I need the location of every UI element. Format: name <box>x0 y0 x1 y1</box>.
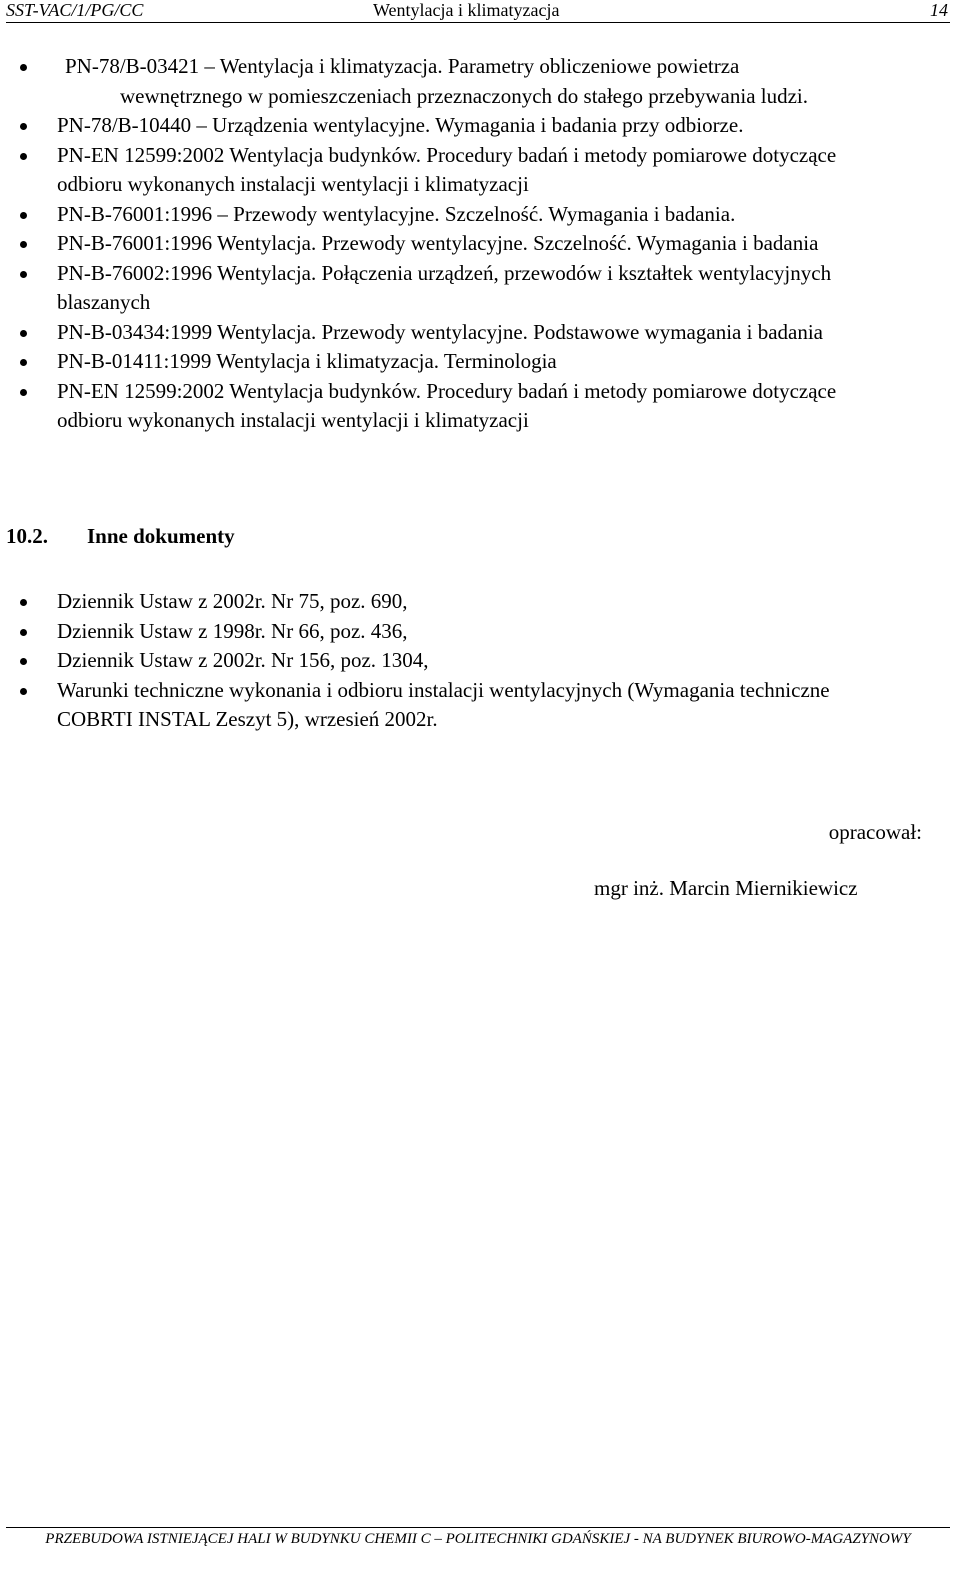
list-item <box>0 318 887 348</box>
list-item-text: Dziennik Ustaw z 2002r. Nr 156, poz. 1304, <box>57 648 429 672</box>
document-code: SST-VAC/1/PG/CC <box>6 0 144 20</box>
bullet-icon <box>20 153 27 160</box>
list-item-text: PN-B-76002:1996 Wentylacja. Połączenia urządzeń, przewodów i kształtek wentylacyjnych blaszanych <box>57 260 832 314</box>
section-number: 10.2. <box>6 524 48 548</box>
list-item <box>0 111 887 141</box>
list-item <box>0 587 887 617</box>
document-title: Wentylacja i klimatyzacja <box>373 0 560 20</box>
bullet-icon <box>20 629 27 636</box>
list-item-text: Dziennik Ustaw z 2002r. Nr 75, poz. 690, <box>57 589 408 613</box>
standards-list <box>0 52 895 436</box>
list-item <box>0 646 887 676</box>
list-item <box>0 229 887 259</box>
list-item <box>0 617 887 647</box>
list-item <box>0 52 895 111</box>
bullet-icon <box>20 330 27 337</box>
author-role: opracował: <box>828 820 922 844</box>
page-header <box>6 0 950 23</box>
list-item <box>0 347 887 377</box>
bullet-icon <box>20 212 27 219</box>
list-item-text-line2: wewnętrznego w pomieszczeniach przeznaczonych do stałego przebywania ludzi. <box>120 83 809 108</box>
list-item <box>0 200 887 230</box>
list-item-text-line1: PN-78/B-03421 – Wentylacja i klimatyzacja. Parametry obliczeniowe powietrza <box>65 54 740 78</box>
list-item-text: PN-78/B-10440 – Urządzenia wentylacyjne. Wymagania i badania przy odbiorze. <box>57 113 744 137</box>
list-item-text: PN-B-76001:1996 Wentylacja. Przewody wentylacyjne. Szczelność. Wymagania i badania <box>57 231 819 255</box>
bullet-icon <box>20 389 27 396</box>
page-footer: PRZEBUDOWA ISTNIEJĄCEJ HALI W BUDYNKU CHEMII C – POLITECHNIKI GDAŃSKIEJ - NA BUDYNEK BIUROWO-MAGAZYNOWY <box>6 1527 950 1550</box>
bullet-icon <box>20 64 27 71</box>
bullet-icon <box>20 599 27 606</box>
section-title: Inne dokumenty <box>87 524 235 548</box>
page-number: 14 <box>930 0 948 20</box>
list-item <box>0 259 887 318</box>
author-name: mgr inż. Marcin Miernikiewicz <box>594 876 858 900</box>
list-item-text: PN-B-01411:1999 Wentylacja i klimatyzacja. Terminologia <box>57 349 557 373</box>
bullet-icon <box>20 123 27 130</box>
bullet-icon <box>20 271 27 278</box>
list-item-text: PN-B-76001:1996 – Przewody wentylacyjne. Szczelność. Wymagania i badania. <box>57 201 736 226</box>
list-item <box>0 676 887 735</box>
bullet-icon <box>20 241 27 248</box>
other-documents-list <box>0 587 887 735</box>
list-item <box>0 377 887 436</box>
list-item-text: PN-EN 12599:2002 Wentylacja budynków. Procedury badań i metody pomiarowe dotyczące odbioru wykonanych instalacji wentylacji i klimatyzacji <box>57 142 837 196</box>
list-item-text: PN-EN 12599:2002 Wentylacja budynków. Procedury badań i metody pomiarowe dotyczące odbioru wykonanych instalacji wentylacji i klimatyzacji <box>57 378 837 432</box>
bullet-icon <box>20 688 27 695</box>
list-item-text: PN-B-03434:1999 Wentylacja. Przewody wentylacyjne. Podstawowe wymagania i badania <box>57 319 823 344</box>
list-item-text: Warunki techniczne wykonania i odbioru instalacji wentylacyjnych (Wymagania techniczne COBRTI INSTAL Zeszyt 5), wrzesień 2002r. <box>57 677 830 731</box>
bullet-icon <box>20 658 27 665</box>
section-heading <box>6 521 235 551</box>
list-item <box>0 141 887 200</box>
list-item-text: Dziennik Ustaw z 1998r. Nr 66, poz. 436, <box>57 618 408 643</box>
bullet-icon <box>20 359 27 366</box>
